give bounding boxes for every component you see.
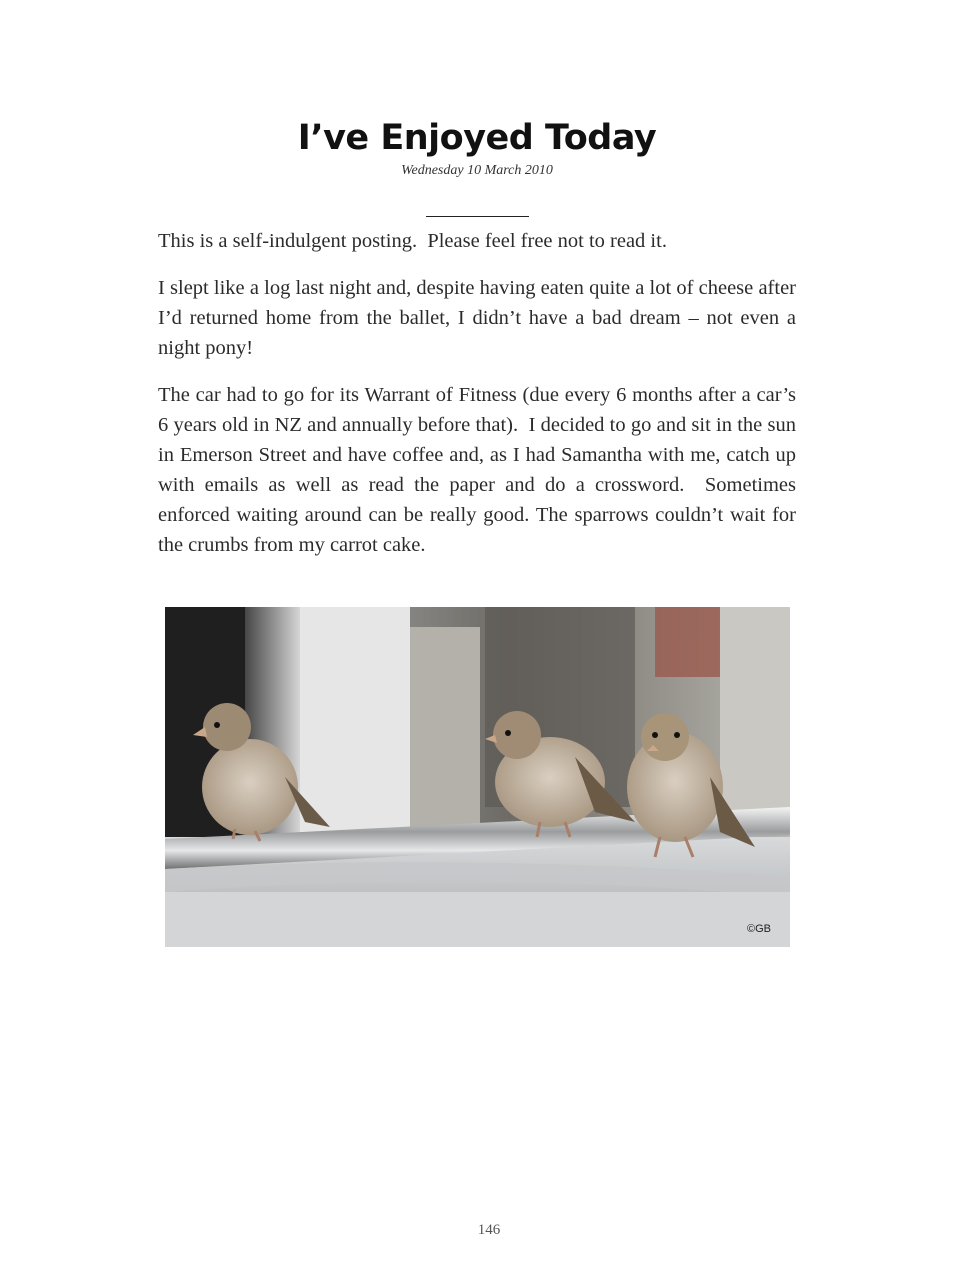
post-date: Wednesday 10 March 2010 [401, 163, 553, 178]
post-body [158, 226, 796, 577]
photo-copyright: ©GB [747, 923, 771, 935]
page-number: 146 [477, 1222, 501, 1238]
post-title: I’ve Enjoyed Today [297, 118, 657, 158]
paragraph: I slept like a log last night and, despite having eaten quite a lot of cheese after I’d returned home from the ballet, I didn’t have a bad dream – not even a night pony! [158, 277, 796, 359]
paragraph: This is a self-indulgent posting. Please feel free not to read it. [158, 230, 667, 252]
sparrows-photo [165, 607, 790, 947]
paragraph: The car had to go for its Warrant of Fitness (due every 6 months after a car’s 6 years old in NZ and annually before that). I decided to go and sit in the sun in Emerson Street and have coffee and, as I had Samantha with me, catch up with emails as well as read the paper and do a crossword. Sometimes enforced waiting around can be really good. The sparrows couldn’t wait for the crumbs from my carrot cake. [158, 384, 796, 556]
title-divider [426, 216, 529, 217]
